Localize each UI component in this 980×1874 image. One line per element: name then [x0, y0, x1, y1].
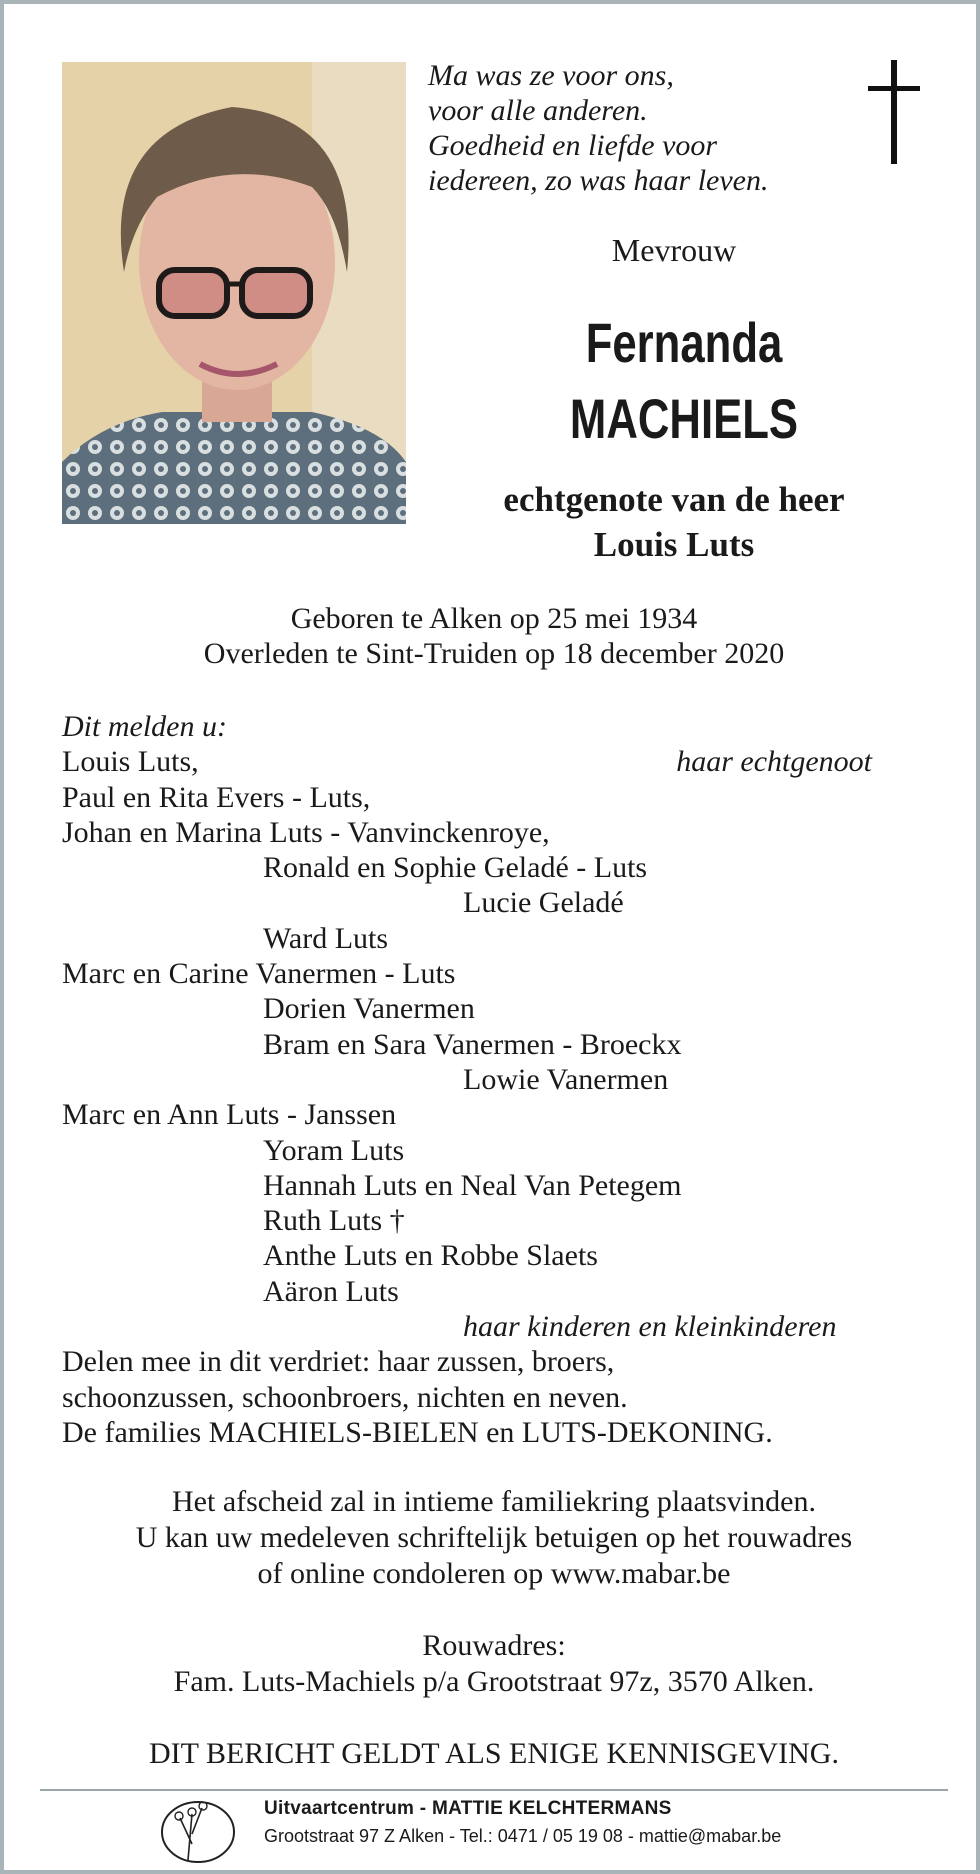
- farewell-line: Het afscheid zal in intieme familiekring plaatsvinden.: [172, 1485, 816, 1518]
- family-member-line: [62, 850, 942, 885]
- poem-line: Goedheid en liefde voor: [428, 129, 718, 162]
- birth-line: Geboren te Alken op 25 mei 1934: [290, 602, 698, 635]
- relation-label: haar echtgenoot: [676, 745, 872, 779]
- family-member-line: [62, 1133, 942, 1168]
- family-member-line: [62, 991, 942, 1026]
- spouse-relation: echtgenote van de heer: [503, 480, 845, 519]
- family-member-name: Hannah Luts en Neal Van Petegem: [263, 1168, 682, 1202]
- portrait-photo: [62, 62, 406, 524]
- family-member-name: Lucie Geladé: [463, 886, 624, 920]
- cross-icon: [864, 60, 924, 164]
- poem-line: voor alle anderen.: [428, 94, 648, 127]
- funeral-home-name: Uitvaartcentrum - MATTIE KELCHTERMANS: [264, 1798, 672, 1819]
- share-line: Delen mee in dit verdriet: haar zussen, broers,: [62, 1345, 615, 1379]
- share-line: schoonzussen, schoonbroers, nichten en neven.: [62, 1380, 628, 1414]
- family-member-name: Ronald en Sophie Geladé - Luts: [263, 851, 648, 885]
- family-member-name: Marc en Carine Vanermen - Luts: [62, 957, 456, 991]
- family-member-name: Yoram Luts: [263, 1133, 405, 1167]
- family-member-name: Anthe Luts en Robbe Slaets: [263, 1239, 598, 1273]
- family-member-line: [62, 885, 942, 920]
- family-member-line: [62, 1203, 942, 1238]
- funeral-home-contact: Grootstraat 97 Z Alken - Tel.: 0471 / 05 19 08 - mattie@mabar.be: [264, 1826, 782, 1846]
- family-member-name: Dorien Vanermen: [263, 992, 475, 1026]
- spouse-name: Louis Luts: [593, 525, 755, 564]
- family-member-line: [62, 1027, 942, 1062]
- deceased-first-name: Fernanda: [585, 311, 783, 374]
- closing-section: [44, 1484, 944, 1772]
- family-announcement: [62, 709, 942, 1450]
- honorific: Mevrouw: [611, 232, 737, 268]
- family-list: [62, 744, 942, 1309]
- family-member-line: [62, 815, 942, 850]
- farewell-line: U kan uw medeleven schriftelijk betuigen op het rouwadres: [135, 1521, 853, 1554]
- family-member-name: Marc en Ann Luts - Janssen: [62, 1098, 397, 1132]
- share-line: De families MACHIELS-BIELEN en LUTS-DEKONING.: [62, 1415, 773, 1449]
- family-member-line: [62, 1062, 942, 1097]
- family-member-name: Aäron Luts: [263, 1274, 399, 1308]
- family-member-name: Johan en Marina Luts - Vanvinckenroye,: [62, 815, 550, 849]
- poem: [428, 58, 769, 198]
- family-member-line: [62, 780, 942, 815]
- family-member-line: [62, 1168, 942, 1203]
- family-member-name: Ruth Luts †: [263, 1204, 405, 1238]
- family-member-line: [62, 1097, 942, 1132]
- family-member-line: [62, 956, 942, 991]
- mourning-address: Fam. Luts-Machiels p/a Grootstraat 97z, 3570 Alken.: [173, 1665, 815, 1698]
- footer-divider: [40, 1789, 948, 1791]
- children-caption: haar kinderen en kleinkinderen: [463, 1310, 837, 1344]
- family-member-name: Louis Luts,: [62, 745, 199, 779]
- farewell-line: of online condoleren op www.mabar.be: [257, 1557, 731, 1590]
- death-line: Overleden te Sint-Truiden op 18 december 2020: [203, 637, 785, 670]
- family-member-line: [62, 921, 942, 956]
- poem-line: Ma was ze voor ons,: [428, 59, 674, 92]
- family-member-line: [62, 1274, 942, 1309]
- spacer: [44, 1592, 944, 1628]
- sole-notice: DIT BERICHT GELDT ALS ENIGE KENNISGEVING.: [149, 1737, 839, 1770]
- family-member-line: [62, 1238, 942, 1273]
- family-member-name: Lowie Vanermen: [463, 1062, 669, 1096]
- poem-line: iedereen, zo was haar leven.: [428, 164, 769, 197]
- family-member-name: Paul en Rita Evers - Luts,: [62, 780, 371, 814]
- deceased-last-name: MACHIELS: [569, 387, 799, 450]
- address-label: Rouwadres:: [422, 1629, 566, 1662]
- family-member-name: Bram en Sara Vanermen - Broeckx: [263, 1027, 682, 1061]
- spacer: [44, 1700, 944, 1736]
- family-member-name: Ward Luts: [263, 921, 389, 955]
- family-member-line: [62, 744, 942, 779]
- flower-logo-icon: [158, 1794, 238, 1866]
- family-intro: Dit melden u:: [62, 710, 227, 743]
